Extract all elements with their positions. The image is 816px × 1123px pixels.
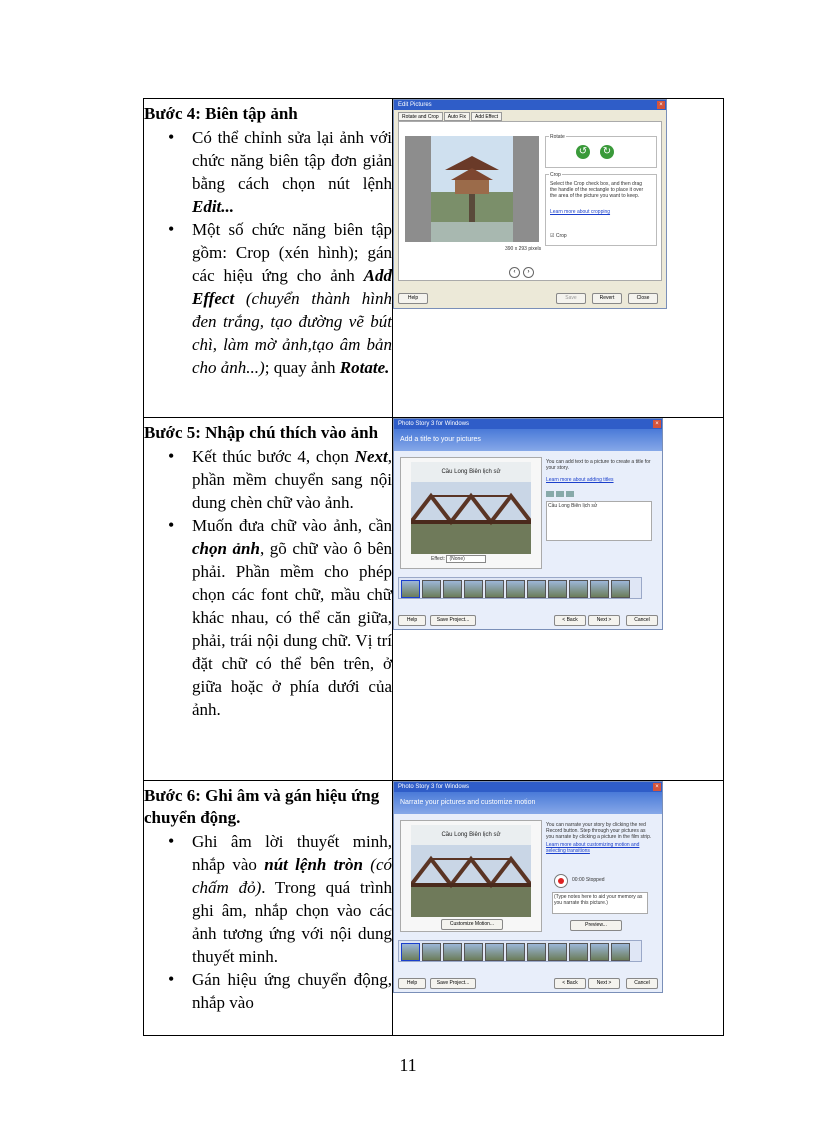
rotate-right-icon[interactable]: ↻	[600, 145, 614, 159]
thumbnail[interactable]	[548, 580, 567, 598]
next-command: Next	[354, 447, 388, 466]
save-button[interactable]: Save	[556, 293, 586, 304]
prev-picture-icon[interactable]: ‹	[509, 267, 520, 278]
close-icon: ×	[657, 101, 665, 109]
rotate-label: Rotate	[550, 134, 565, 140]
choose-picture-command: chọn ảnh	[192, 539, 260, 558]
rotate-command: Rotate.	[339, 358, 390, 377]
crop-instructions: Select the Crop check box, and then drag the handle of the rectangle to place it over the area of the picture you want to keep.	[550, 181, 644, 199]
step5-row	[144, 418, 724, 781]
title-preview	[400, 457, 542, 569]
step5-bullet-2: • Muốn đưa chữ vào ảnh, cần chọn ảnh, gõ chữ vào ô bên phải. Phần mềm cho phép chọn các font chữ, mầu chữ khác nhau, có thể căn giữa, phải, trái nội dung chữ. Vị trí đặt chữ có thể bên trên, ở giữa hoặc ở phía dưới của ảnh.	[192, 514, 392, 721]
edit-panel	[398, 121, 662, 281]
bridge-image	[411, 462, 531, 554]
bridge-image	[411, 825, 531, 917]
text-format-toolbar	[546, 491, 654, 497]
step4-bullet-2: • Một số chức năng biên tập gồm: Crop (xén hình); gán các hiệu ứng cho ảnh Add Effect (chuyển thành hình đen trắng, tạo đường vẽ bút chì, làm mờ ảnh,tạo âm bản cho ảnh...); quay ảnh Rotate.	[192, 218, 392, 379]
next-button[interactable]: Next >	[588, 615, 620, 626]
thumbnail[interactable]	[422, 580, 441, 598]
timer-status: 00:00 Stopped	[572, 877, 605, 883]
save-project-button[interactable]: Save Project...	[430, 978, 476, 989]
add-effect-command: Add Effect	[192, 266, 392, 308]
edit-tabs	[398, 112, 502, 121]
pagoda-photo	[405, 136, 539, 242]
bridge-photo	[411, 462, 531, 554]
round-button-command: nút lệnh tròn	[264, 855, 363, 874]
step4-image-cell	[393, 99, 724, 418]
tab-rotate-crop: Rotate and Crop	[398, 112, 443, 121]
thumbnail[interactable]	[464, 943, 483, 961]
help-button[interactable]: Help	[398, 978, 426, 989]
close-icon: ×	[653, 420, 661, 428]
step4-bullets	[144, 126, 392, 379]
thumbnail[interactable]	[527, 943, 546, 961]
title-hint: You can add text to a picture to create a title for your story.	[546, 459, 651, 471]
thumbnail[interactable]	[401, 580, 420, 598]
crop-group	[545, 174, 657, 246]
thumbnail[interactable]	[611, 580, 630, 598]
step6-row	[144, 781, 724, 1036]
step6-text-cell	[144, 781, 393, 1036]
step5-text-cell	[144, 418, 393, 781]
edit-pictures-screenshot	[393, 99, 667, 309]
thumbnail[interactable]	[422, 943, 441, 961]
thumbnail[interactable]	[506, 580, 525, 598]
next-button[interactable]: Next >	[588, 978, 620, 989]
wizard-header: Add a title to your pictures	[394, 429, 662, 451]
photo-caption: Cầu Long Biên lịch sử	[411, 462, 531, 482]
crop-checkbox[interactable]: ☑ Crop	[550, 233, 567, 239]
crop-help-link[interactable]: Learn more about cropping	[550, 209, 611, 215]
step4-title: Bước 4: Biên tập ảnh	[144, 104, 298, 123]
step4-text-cell	[144, 99, 393, 418]
step5-bullets	[144, 445, 392, 721]
step4-row	[144, 99, 724, 418]
size-label: 390 x 293 pixels	[505, 246, 542, 252]
record-button[interactable]	[554, 874, 568, 888]
thumbnail[interactable]	[443, 580, 462, 598]
photo-caption: Cầu Long Biên lịch sử	[411, 825, 531, 845]
window-title: Edit Pictures	[394, 100, 666, 110]
narrate-screenshot	[393, 781, 663, 993]
thumbnail[interactable]	[569, 580, 588, 598]
close-button[interactable]: Close	[628, 293, 658, 304]
step6-bullet-1: • Ghi âm lời thuyết minh, nhắp vào nút lệnh tròn (có chấm đỏ). Trong quá trình ghi âm, nhắp chọn vào các ảnh tương ứng với nội dung thuyết minh.	[192, 830, 392, 968]
window-title: Photo Story 3 for Windows	[394, 419, 662, 429]
rotate-left-icon[interactable]: ↺	[576, 145, 590, 159]
add-title-screenshot	[393, 418, 663, 630]
thumbnail[interactable]	[464, 580, 483, 598]
tab-auto-fix: Auto Fix	[444, 112, 470, 121]
customize-motion-button[interactable]: Customize Motion...	[441, 919, 503, 930]
step5-bullet-1: • Kết thúc bước 4, chọn Next, phần mềm chuyển sang nội dung chèn chữ vào ảnh.	[192, 445, 392, 514]
help-button[interactable]: Help	[398, 615, 426, 626]
thumbnail[interactable]	[611, 943, 630, 961]
cancel-button[interactable]: Cancel	[626, 978, 658, 989]
position-icon[interactable]	[566, 491, 574, 497]
window-title: Photo Story 3 for Windows	[394, 782, 662, 792]
back-button[interactable]: < Back	[554, 615, 586, 626]
thumbnail[interactable]	[569, 943, 588, 961]
crop-label: Crop	[550, 172, 561, 178]
cancel-button[interactable]: Cancel	[626, 615, 658, 626]
narrate-hint: You can narrate your story by clicking the red Record button. Step through your pictures as you narrate by clicking a picture in the film strip.	[546, 822, 652, 840]
photo-frame	[405, 136, 539, 242]
rotate-group	[545, 136, 657, 168]
effect-select[interactable]: Effect: (None)	[431, 556, 486, 562]
revert-button[interactable]: Revert	[592, 293, 622, 304]
thumbnail[interactable]	[443, 943, 462, 961]
edit-command: Edit...	[192, 197, 235, 216]
save-project-button[interactable]: Save Project...	[430, 615, 476, 626]
thumbnail[interactable]	[485, 580, 504, 598]
step6-bullets	[144, 830, 392, 1014]
font-icon[interactable]	[546, 491, 554, 497]
motion-help-link[interactable]: Learn more about customizing motion and selecting transitions	[546, 842, 640, 854]
steps-table	[143, 98, 724, 1036]
bridge-photo	[411, 825, 531, 917]
step4-bullet-1: • Có thể chỉnh sửa lại ảnh với chức năng biên tập đơn giản bằng cách chọn nút lệnh Edit...	[192, 126, 392, 218]
preview-button[interactable]: Preview...	[570, 920, 622, 931]
step6-title: Bước 6: Ghi âm và gán hiệu ứng chuyển động.	[144, 786, 380, 827]
title-text-input[interactable]: Cầu Long Biên lịch sử	[546, 501, 652, 541]
thumbnail[interactable]	[548, 943, 567, 961]
step5-title: Bước 5: Nhập chú thích vào ảnh	[144, 423, 379, 442]
back-button[interactable]: < Back	[554, 978, 586, 989]
narrate-preview	[400, 820, 542, 932]
thumbnail[interactable]	[485, 943, 504, 961]
filmstrip	[398, 577, 642, 599]
record-dot-icon	[558, 878, 564, 884]
wizard-header: Narrate your pictures and customize motion	[394, 792, 662, 814]
step5-image-cell	[393, 418, 724, 781]
thumbnail[interactable]	[401, 943, 420, 961]
step6-bullet-2: • Gán hiệu ứng chuyển động, nhắp vào	[192, 968, 392, 1014]
thumbnail[interactable]	[527, 580, 546, 598]
tab-add-effect: Add Effect	[471, 112, 502, 121]
close-icon: ×	[653, 783, 661, 791]
help-button[interactable]: Help	[398, 293, 428, 304]
step6-image-cell	[393, 781, 724, 1036]
thumbnail[interactable]	[590, 580, 609, 598]
thumbnail[interactable]	[506, 943, 525, 961]
align-icon[interactable]	[556, 491, 564, 497]
narration-notes[interactable]: (Type notes here to aid your memory as you narrate this picture.)	[552, 892, 648, 914]
titles-help-link[interactable]: Learn more about adding titles	[546, 477, 614, 483]
page-number: 11	[399, 1055, 417, 1075]
filmstrip	[398, 940, 642, 962]
thumbnail[interactable]	[590, 943, 609, 961]
next-picture-icon[interactable]: ›	[523, 267, 534, 278]
